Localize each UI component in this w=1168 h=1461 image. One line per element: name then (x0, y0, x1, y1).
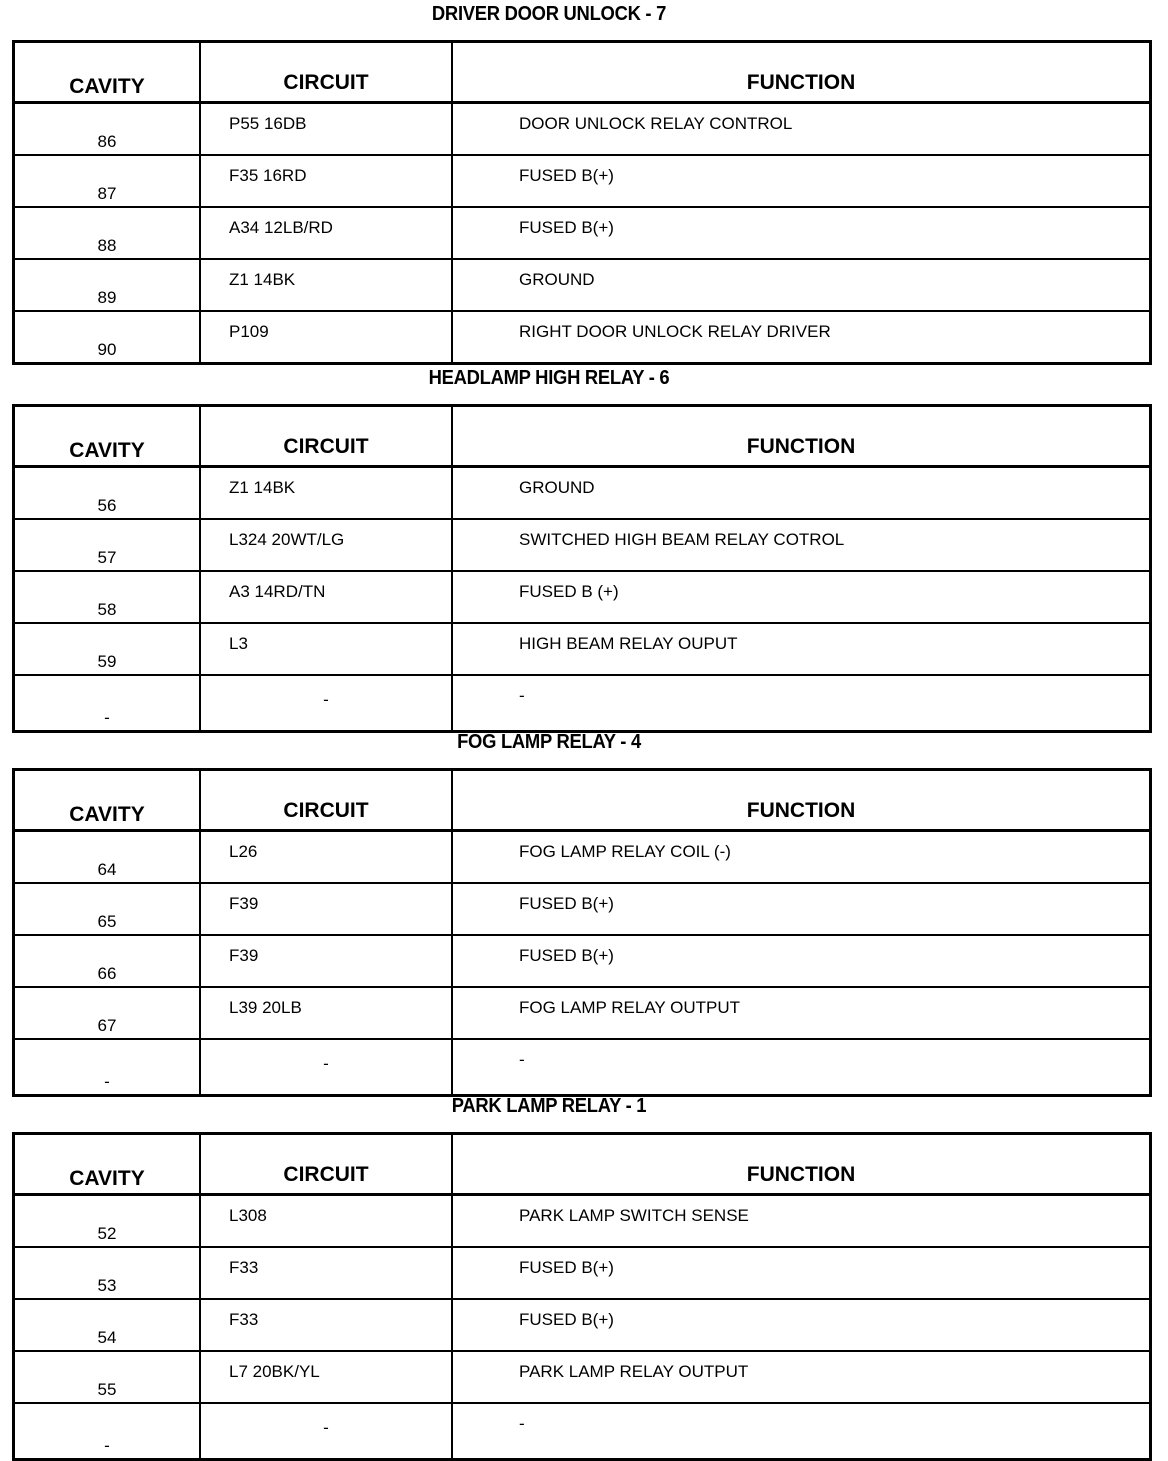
header-cavity: CAVITY (14, 1134, 201, 1195)
cavity-cell: 57 (14, 519, 201, 571)
function-cell: FUSED B(+) (452, 207, 1151, 259)
circuit-cell: F35 16RD (200, 155, 452, 207)
function-cell: FUSED B(+) (452, 155, 1151, 207)
header-function: FUNCTION (452, 770, 1151, 831)
circuit-cell: - (200, 1403, 452, 1460)
table-row (14, 207, 1151, 259)
function-cell: PARK LAMP RELAY OUTPUT (452, 1351, 1151, 1403)
function-cell: - (452, 1403, 1151, 1460)
function-cell: SWITCHED HIGH BEAM RELAY COTROL (452, 519, 1151, 571)
circuit-cell: L7 20BK/YL (200, 1351, 452, 1403)
table-row (14, 467, 1151, 520)
cavity-cell: 88 (14, 207, 201, 259)
circuit-cell: Z1 14BK (200, 467, 452, 520)
table-row (14, 519, 1151, 571)
header-circuit: CIRCUIT (200, 406, 452, 467)
table-row (14, 883, 1151, 935)
cavity-cell: 89 (14, 259, 201, 311)
function-cell: PARK LAMP SWITCH SENSE (452, 1195, 1151, 1248)
circuit-cell: - (200, 1039, 452, 1096)
header-cavity: CAVITY (14, 42, 201, 103)
circuit-cell: F33 (200, 1299, 452, 1351)
table-row (14, 1351, 1151, 1403)
table-row (14, 155, 1151, 207)
table-title: HEADLAMP HIGH RELAY - 6 (428, 367, 670, 389)
pinout-table (12, 768, 1152, 1097)
function-cell: FOG LAMP RELAY COIL (-) (452, 831, 1151, 884)
header-function: FUNCTION (452, 406, 1151, 467)
circuit-cell: L3 (200, 623, 452, 675)
header-row (14, 1134, 1151, 1195)
header-row (14, 42, 1151, 103)
table-row (14, 935, 1151, 987)
circuit-cell: L324 20WT/LG (200, 519, 452, 571)
function-cell: GROUND (452, 259, 1151, 311)
table-row (14, 311, 1151, 364)
circuit-cell: - (200, 675, 452, 732)
header-cavity: CAVITY (14, 770, 201, 831)
cavity-cell: - (14, 675, 201, 732)
cavity-cell: 86 (14, 103, 201, 156)
table-title: PARK LAMP RELAY - 1 (451, 1095, 647, 1117)
function-cell: RIGHT DOOR UNLOCK RELAY DRIVER (452, 311, 1151, 364)
cavity-cell: 66 (14, 935, 201, 987)
function-cell: GROUND (452, 467, 1151, 520)
header-circuit: CIRCUIT (200, 1134, 452, 1195)
function-cell: FUSED B(+) (452, 1299, 1151, 1351)
header-cavity: CAVITY (14, 406, 201, 467)
table-row (14, 675, 1151, 732)
cavity-cell: - (14, 1039, 201, 1096)
cavity-cell: 90 (14, 311, 201, 364)
pinout-table (12, 1132, 1152, 1461)
function-cell: FOG LAMP RELAY OUTPUT (452, 987, 1151, 1039)
circuit-cell: P109 (200, 311, 452, 364)
circuit-cell: A3 14RD/TN (200, 571, 452, 623)
header-row (14, 406, 1151, 467)
function-cell: FUSED B(+) (452, 935, 1151, 987)
header-row (14, 770, 1151, 831)
circuit-cell: A34 12LB/RD (200, 207, 452, 259)
table-row (14, 1299, 1151, 1351)
function-cell: FUSED B(+) (452, 883, 1151, 935)
table-row (14, 1247, 1151, 1299)
cavity-cell: 53 (14, 1247, 201, 1299)
circuit-cell: P55 16DB (200, 103, 452, 156)
pinout-table (12, 40, 1152, 365)
function-cell: HIGH BEAM RELAY OUPUT (452, 623, 1151, 675)
circuit-cell: F39 (200, 935, 452, 987)
cavity-cell: 67 (14, 987, 201, 1039)
header-function: FUNCTION (452, 42, 1151, 103)
table-row (14, 1039, 1151, 1096)
cavity-cell: - (14, 1403, 201, 1460)
circuit-cell: L39 20LB (200, 987, 452, 1039)
circuit-cell: F33 (200, 1247, 452, 1299)
table-row (14, 259, 1151, 311)
table-row (14, 987, 1151, 1039)
circuit-cell: Z1 14BK (200, 259, 452, 311)
function-cell: FUSED B (+) (452, 571, 1151, 623)
table-row (14, 1195, 1151, 1248)
function-cell: DOOR UNLOCK RELAY CONTROL (452, 103, 1151, 156)
table-row (14, 1403, 1151, 1460)
table-title: DRIVER DOOR UNLOCK - 7 (431, 3, 667, 25)
cavity-cell: 65 (14, 883, 201, 935)
circuit-cell: L308 (200, 1195, 452, 1248)
function-cell: - (452, 675, 1151, 732)
table-title: FOG LAMP RELAY - 4 (457, 731, 641, 753)
cavity-cell: 52 (14, 1195, 201, 1248)
cavity-cell: 64 (14, 831, 201, 884)
header-circuit: CIRCUIT (200, 770, 452, 831)
cavity-cell: 54 (14, 1299, 201, 1351)
header-function: FUNCTION (452, 1134, 1151, 1195)
cavity-cell: 87 (14, 155, 201, 207)
function-cell: - (452, 1039, 1151, 1096)
function-cell: FUSED B(+) (452, 1247, 1151, 1299)
table-row (14, 623, 1151, 675)
pinout-table (12, 404, 1152, 733)
table-row (14, 103, 1151, 156)
cavity-cell: 56 (14, 467, 201, 520)
cavity-cell: 55 (14, 1351, 201, 1403)
table-row (14, 571, 1151, 623)
table-row (14, 831, 1151, 884)
circuit-cell: F39 (200, 883, 452, 935)
header-circuit: CIRCUIT (200, 42, 452, 103)
cavity-cell: 58 (14, 571, 201, 623)
circuit-cell: L26 (200, 831, 452, 884)
cavity-cell: 59 (14, 623, 201, 675)
